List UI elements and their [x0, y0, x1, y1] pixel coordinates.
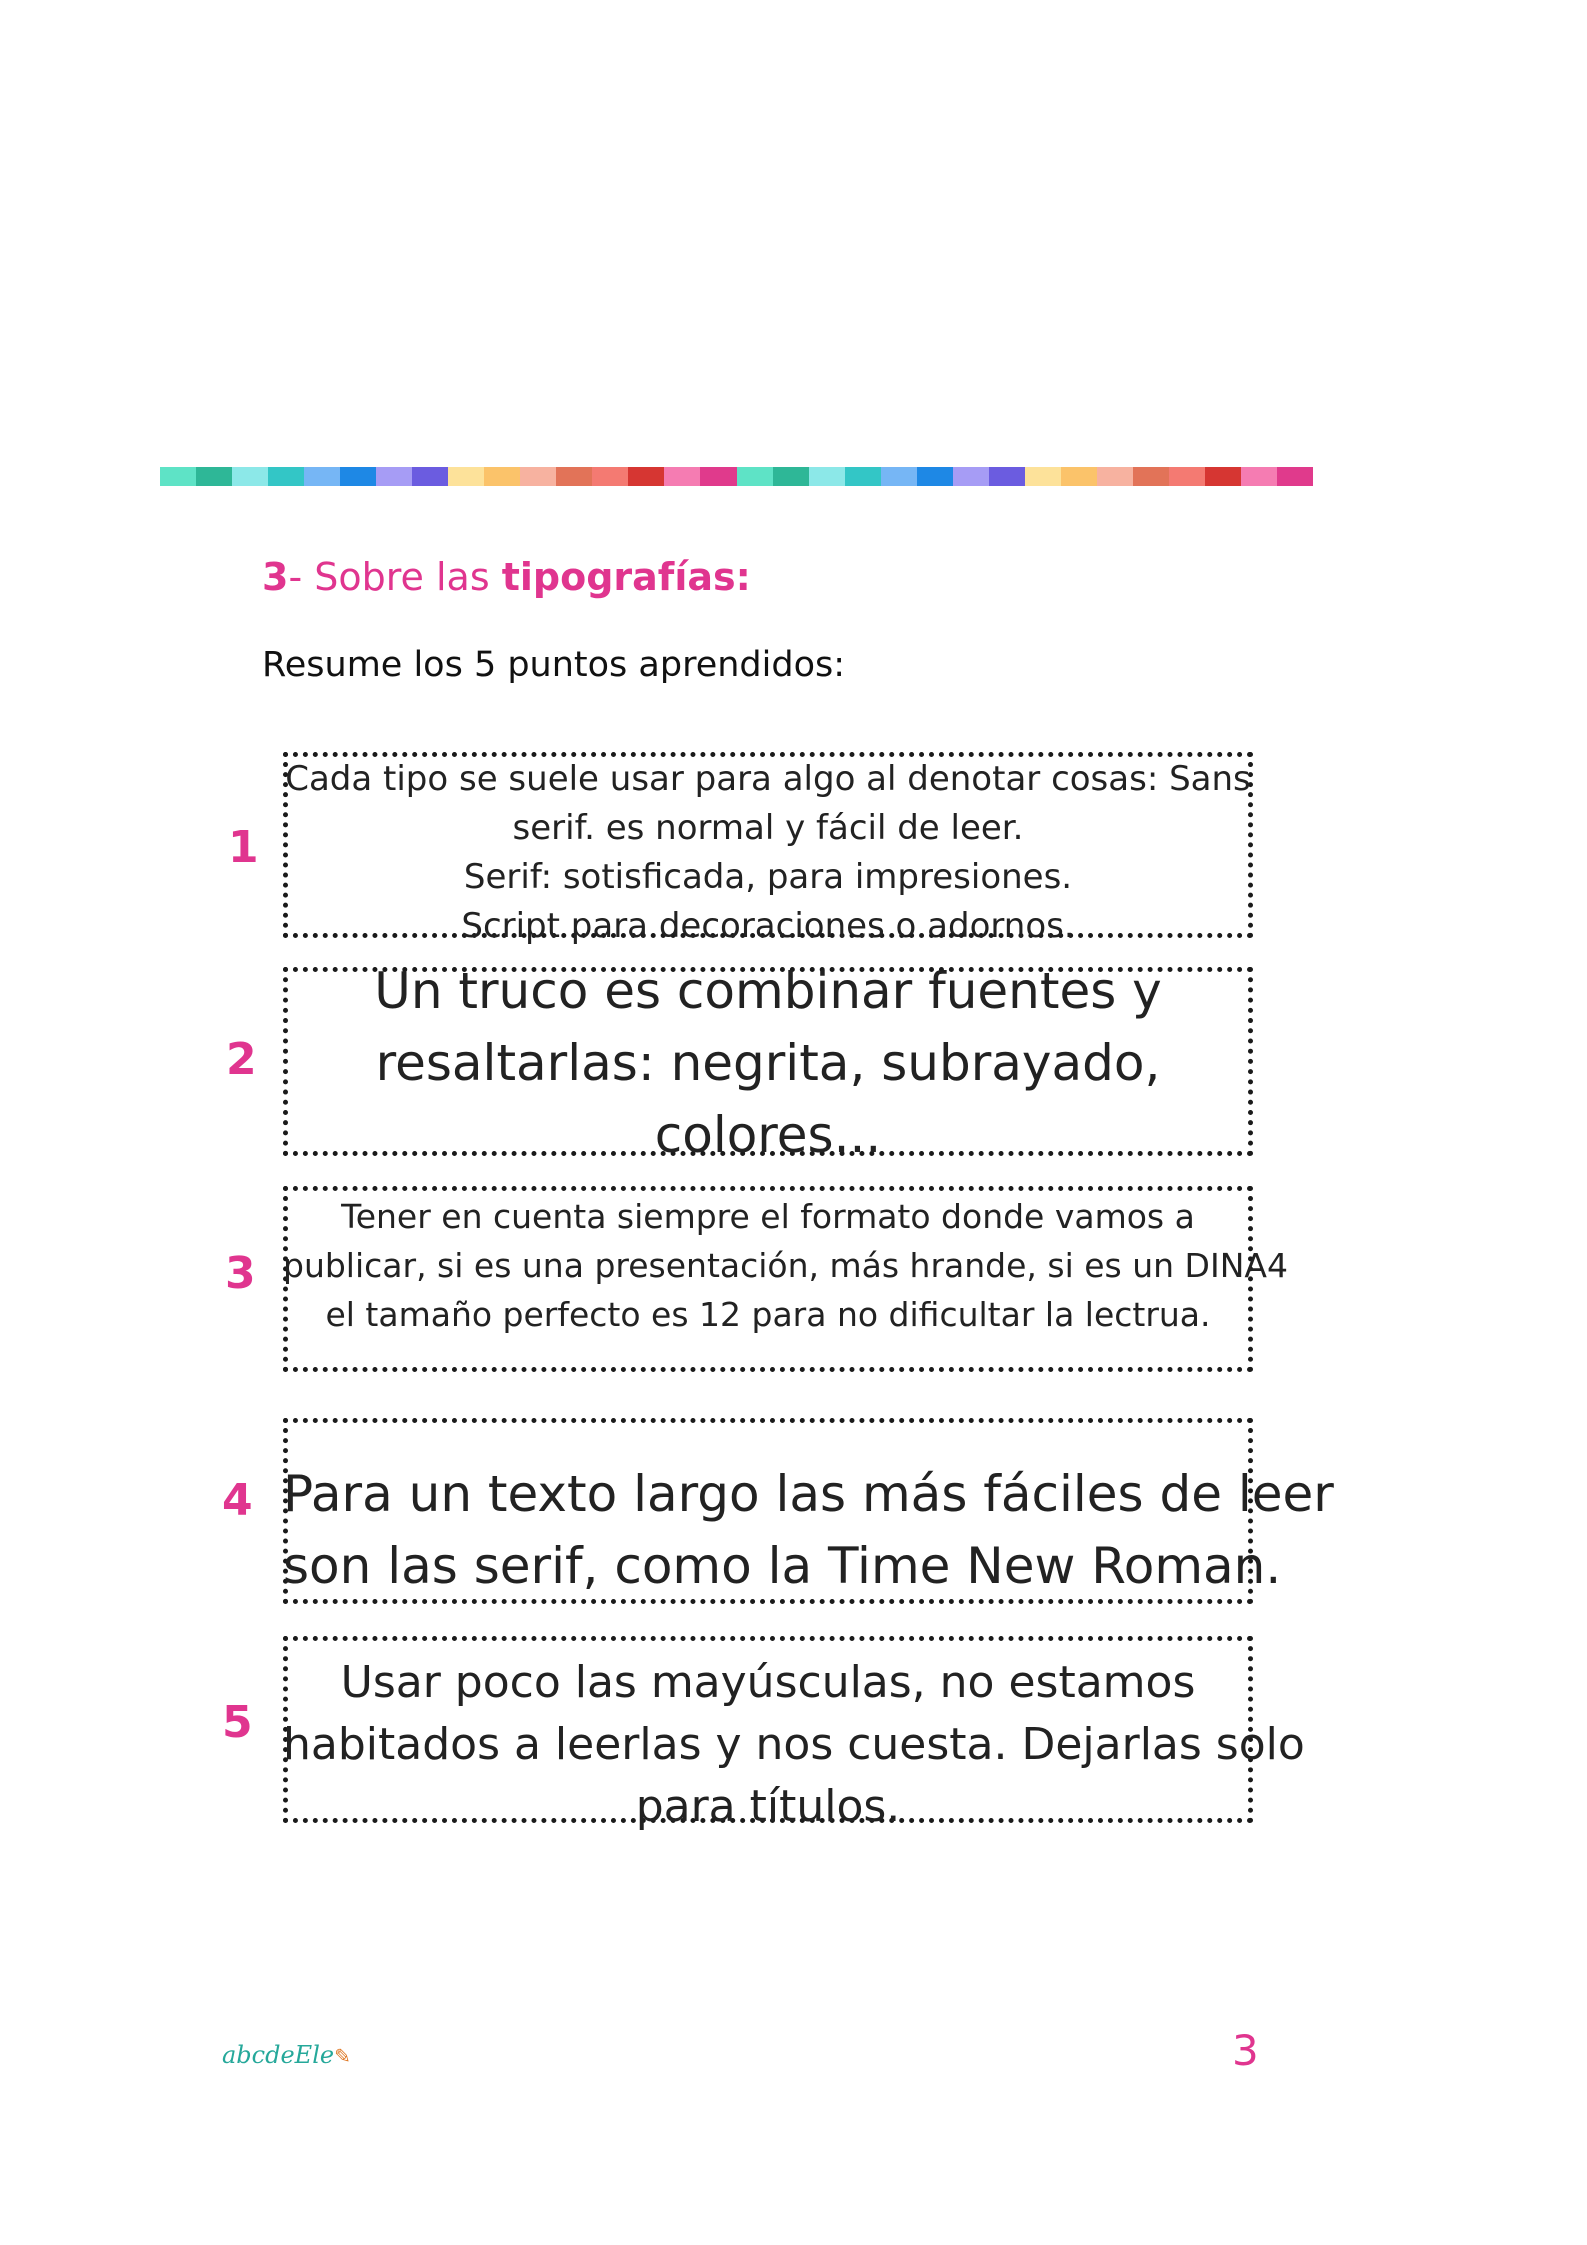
stripe-segment — [1061, 467, 1097, 486]
stripe-segment — [700, 467, 736, 486]
answer-2-line-2: resaltarlas: negrita, subrayado, — [375, 1034, 1161, 1092]
answer-1-line-4: Script para decoraciones o adornos. — [461, 906, 1075, 946]
section-heading — [262, 555, 751, 599]
point-number-2: 2 — [226, 1034, 257, 1085]
stripe-segment — [773, 467, 809, 486]
color-stripe-divider — [160, 467, 1313, 486]
stripe-segment — [556, 467, 592, 486]
stripe-segment — [1169, 467, 1205, 486]
answer-5-line-2: habitados a leerlas y nos cuesta. Dejarlas solo — [283, 1719, 1305, 1770]
point-number-5: 5 — [222, 1697, 253, 1748]
point-number-3: 3 — [225, 1248, 256, 1299]
stripe-segment — [809, 467, 845, 486]
logo-text: abcdeEle — [222, 2041, 335, 2069]
stripe-segment — [520, 467, 556, 486]
stripe-segment — [845, 467, 881, 486]
stripe-segment — [304, 467, 340, 486]
answer-4-line-1: Para un texto largo las más fáciles de leer — [283, 1465, 1334, 1523]
stripe-segment — [448, 467, 484, 486]
page-number: 3 — [1232, 2026, 1259, 2075]
answer-1-line-1: Cada tipo se suele usar para algo al denotar cosas: Sans — [285, 759, 1251, 799]
answer-1-line-3: Serif: sotisficada, para impresiones. — [463, 857, 1073, 897]
stripe-segment — [160, 467, 196, 486]
stripe-segment — [484, 467, 520, 486]
point-number-1: 1 — [228, 822, 259, 873]
stripe-segment — [628, 467, 664, 486]
stripe-segment — [268, 467, 304, 486]
section-heading-emphasis: tipografías: — [501, 555, 751, 599]
stripe-segment — [1205, 467, 1241, 486]
answer-3-line-1: Tener en cuenta siempre el formato donde vamos a — [341, 1197, 1195, 1236]
stripe-segment — [1277, 467, 1313, 486]
answer-2-line-3: colores... — [654, 1106, 882, 1164]
answer-4-line-2: son las serif, como la Time New Roman. — [283, 1537, 1282, 1595]
answer-5-line-3: para títulos. — [635, 1781, 901, 1832]
answer-1-line-2: serif. es normal y fácil de leer. — [512, 808, 1024, 848]
brand-logo — [222, 2041, 351, 2069]
stripe-segment — [592, 467, 628, 486]
stripe-segment — [412, 467, 448, 486]
answer-2-line-1: Un truco es combinar fuentes y — [374, 962, 1162, 1020]
stripe-segment — [340, 467, 376, 486]
point-number-4: 4 — [222, 1475, 253, 1526]
section-heading-prefix: - Sobre las — [288, 555, 502, 599]
stripe-segment — [232, 467, 268, 486]
stripe-segment — [376, 467, 412, 486]
stripe-segment — [1133, 467, 1169, 486]
stripe-segment — [917, 467, 953, 486]
stripe-segment — [737, 467, 773, 486]
answer-5-line-1: Usar poco las mayúsculas, no estamos — [340, 1657, 1196, 1708]
stripe-segment — [664, 467, 700, 486]
stripe-segment — [881, 467, 917, 486]
answer-3-line-2: publicar, si es una presentación, más hrande, si es un DINA4 — [283, 1246, 1288, 1285]
answer-3-line-3: el tamaño perfecto es 12 para no dificultar la lectrua. — [325, 1295, 1211, 1334]
stripe-segment — [953, 467, 989, 486]
section-number: 3 — [262, 555, 289, 599]
stripe-segment — [1025, 467, 1061, 486]
stripe-segment — [1241, 467, 1277, 486]
instructions: Resume los 5 puntos aprendidos: — [262, 645, 846, 685]
stripe-segment — [1097, 467, 1133, 486]
stripe-segment — [196, 467, 232, 486]
stripe-segment — [989, 467, 1025, 486]
pencil-icon: ✎ — [334, 2044, 351, 2068]
